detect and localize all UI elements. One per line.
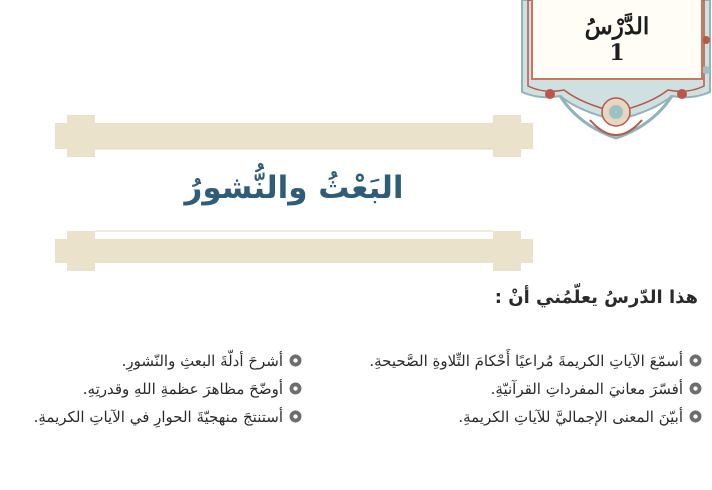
- flower-bullet-icon: [289, 382, 302, 395]
- objectives-list-right: [369, 347, 702, 431]
- list-item: أسمّعَ الآياتِ الكريمةَ مُراعيًا أَحْكامَ التِّلاوةِ الصَّحيحةِ.: [369, 347, 702, 375]
- flower-bullet-icon: [289, 354, 302, 367]
- list-item: أبيّنَ المعنى الإجماليَّ للآياتِ الكريمةِ.: [369, 403, 702, 431]
- lesson-number: 1: [609, 40, 625, 66]
- objectives-list-left: [34, 347, 302, 431]
- list-item: أفسّرَ معانيَ المفرداتِ القرآنيّةِ.: [369, 375, 702, 403]
- lesson-number-box: [531, 0, 703, 80]
- lesson-label: الدَّرْسُ: [584, 13, 650, 40]
- flower-bullet-icon: [289, 410, 302, 423]
- list-item: أستنتجَ منهجيّةَ الحوارِ في الآياتِ الكريمةِ.: [34, 403, 302, 431]
- lesson-title: البَعْثُ والنُّشورُ: [184, 170, 404, 206]
- objectives-intro: هذا الدّرسُ يعلّمُني أنْ :: [494, 287, 698, 308]
- flower-bullet-icon: [689, 382, 702, 395]
- flower-bullet-icon: [689, 410, 702, 423]
- flower-bullet-icon: [689, 354, 702, 367]
- list-item: أشرحَ أدلّةَ البعثِ والنّشورِ.: [34, 347, 302, 375]
- list-item: أوضّحَ مظاهرَ عظمةِ اللهِ وقدرتِهِ.: [34, 375, 302, 403]
